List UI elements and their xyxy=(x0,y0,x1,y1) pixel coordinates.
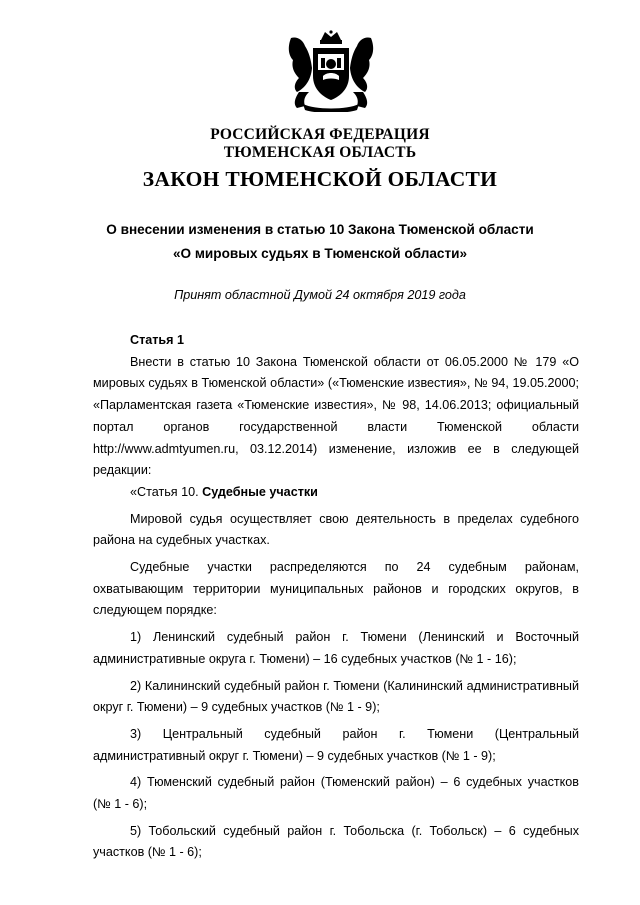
law-subject-line-1: О внесении изменения в статью 10 Закона Тюменской области xyxy=(106,222,534,237)
list-item: 3) Центральный судебный район г. Тюмени (Центральный административный округ г. Тюмени) – 9 судебных участков (№ 1 - 9); xyxy=(93,726,579,763)
federation-heading: РОССИЙСКАЯ ФЕДЕРАЦИЯ xyxy=(210,126,430,143)
article-10-paragraph-1: Мировой судья осуществляет свою деятельность в пределах судебного района на судебных участках. xyxy=(93,511,579,548)
adoption-note: Принят областной Думой 24 октября 2019 года xyxy=(174,288,466,302)
law-body xyxy=(93,330,579,864)
article-1-text: Внести в статью 10 Закона Тюменской области от 06.05.2000 № 179 «О мировых судьях в Тюменской области» («Тюменские известия», № 94, 19.05.2000; «Парламентская газета «Тюменские известия», № 98, 14.06.2013; официальный портал органов государственной власти Тюменской области http://www.admtyumen.ru, 03.12.2014) изменение, изложив ее в следующей редакции: xyxy=(93,354,579,478)
article-10-prefix: «Статья 10. xyxy=(130,484,203,499)
list-item: 1) Ленинский судебный район г. Тюмени (Ленинский и Восточный административные округа г. Тюмени) – 16 судебных участков (№ 1 - 16); xyxy=(93,630,579,666)
law-title: ЗАКОН ТЮМЕНСКОЙ ОБЛАСТИ xyxy=(142,167,498,191)
article-1-heading: Статья 1 xyxy=(130,333,185,347)
law-subject-line-2: «О мировых судьях в Тюменской области» xyxy=(172,246,468,261)
coat-of-arms-icon xyxy=(285,30,377,112)
article-10-heading xyxy=(93,482,579,504)
region-heading: ТЮМЕНСКАЯ ОБЛАСТЬ xyxy=(223,144,417,161)
article-10-title: Судебные участки xyxy=(202,484,318,499)
article-10-paragraph-2: Судебные участки распределяются по 24 судебным районам, охватывающим территории муниципальных районов и городских округов, в следующем порядке: xyxy=(93,560,579,618)
list-item: 5) Тобольский судебный район г. Тобольска (г. Тобольск) – 6 судебных участков (№ 1 - 6); xyxy=(93,823,579,860)
list-item: 2) Калининский судебный район г. Тюмени (Калининский административный округ г. Тюмени) – 9 судебных участков (№ 1 - 9); xyxy=(93,678,579,715)
list-item: 4) Тюменский судебный район (Тюменский район) – 6 судебных участков (№ 1 - 6); xyxy=(93,775,579,812)
